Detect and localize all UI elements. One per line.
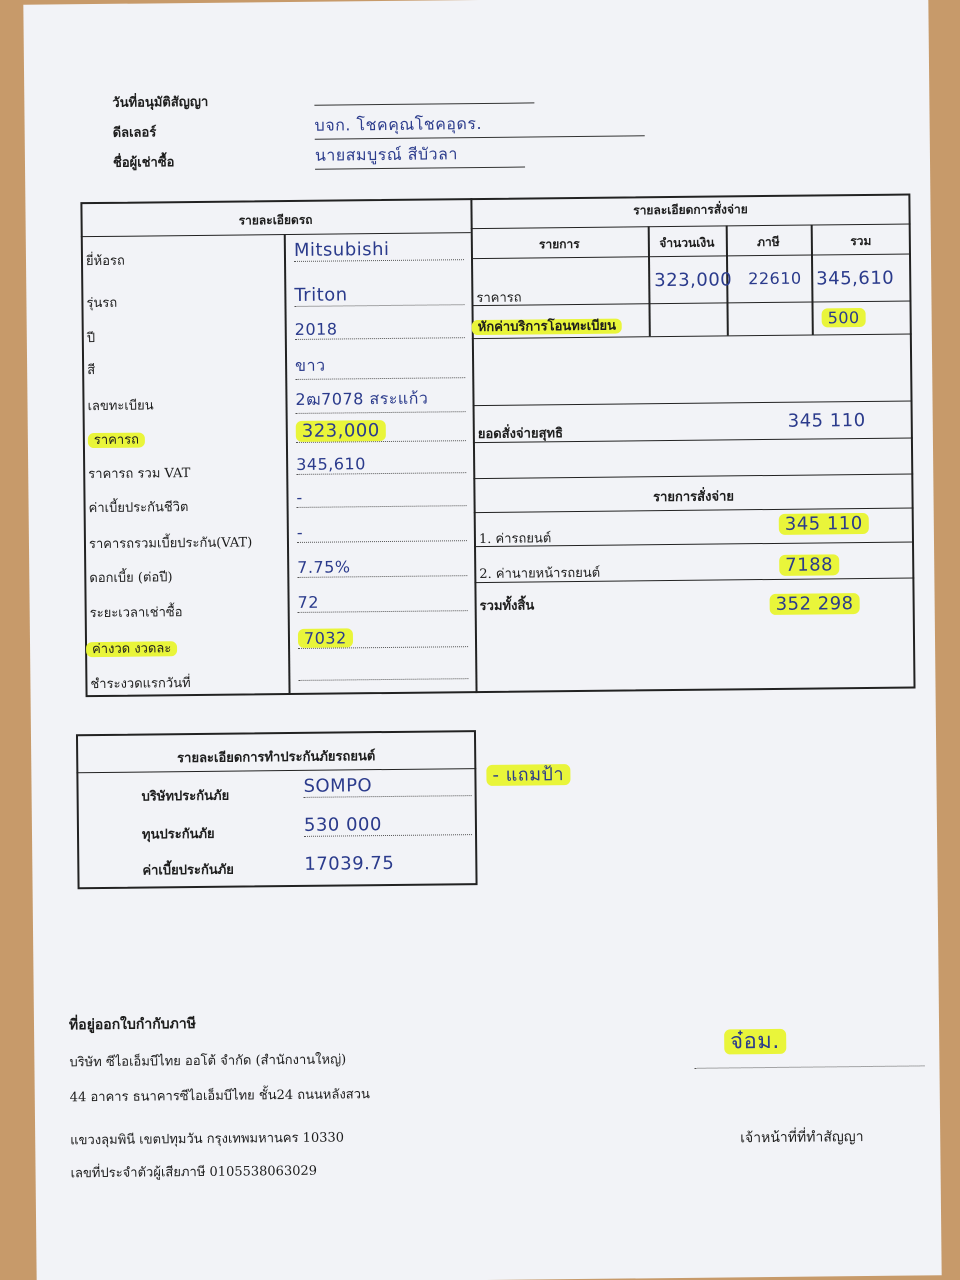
insurer-label: บริษัทประกันภัย (141, 788, 230, 805)
net-payment-label: ยอดสั่งจ่ายสุทธิ (477, 426, 564, 443)
sum-insured-label: ทุนประกันภัย (141, 826, 215, 843)
insurance-table-title: รายละเอียดการทำประกันภัยรถยนต์ (177, 749, 376, 767)
payment-col-tax: ภาษี (756, 234, 780, 250)
car-price-value-text: 323,000 (296, 420, 386, 442)
car-row-label: เลขทะเบียน (87, 398, 154, 415)
dealer-label: ดีลเลอร์ (112, 125, 157, 141)
car-row-label: ระยะเวลาเช่าซื้อ (89, 605, 183, 622)
transfer-fee-value-text: 500 (822, 308, 866, 327)
car-row-label: ดอกเบี้ย (ต่อปี) (89, 570, 173, 587)
buyer-label: ชื่อผู้เช่าซื้อ (112, 155, 175, 171)
car-row-label: สี (87, 363, 96, 379)
transfer-fee-label-text: หักค่าบริการโอนทะเบียน (472, 319, 622, 336)
dealer-value: บจก. โชคคุณโชคอุดร. (314, 110, 644, 139)
order2-label: 2. ค่านายหน้ารถยนต์ (479, 565, 601, 583)
car-row-value: 345,610 (296, 453, 466, 475)
buyer-value: นายสมบูรณ์ สีบัวลา (315, 142, 525, 170)
installment-label (86, 637, 177, 659)
payment-row1-tax: 22610 (748, 268, 802, 289)
tax-address-line1: บริษัท ซีไอเอ็มบีไทย ออโต้ จำกัด (สำนักงานใหญ่) (69, 1052, 347, 1071)
car-row-label: ค่าเบี้ยประกันชีวิต (88, 500, 189, 517)
payment-col-total: รวม (850, 233, 872, 249)
tax-address-title: ที่อยู่ออกใบกำกับภาษี (68, 1016, 196, 1034)
car-row-value: ขาว (295, 352, 465, 380)
payment-table-title: รายละเอียดการสั่งจ่าย (633, 202, 748, 218)
car-price-value (296, 419, 466, 443)
car-row-value: - (297, 521, 467, 543)
net-payment-value: 345 110 (787, 409, 866, 432)
car-row-label: ชำระงวดแรกวันที่ (90, 676, 191, 693)
order1-value-text: 345 110 (779, 513, 869, 535)
car-row-value: 72 (297, 591, 467, 613)
car-row-label: ราคารถรวมเบี้ยประกัน(VAT) (88, 535, 253, 553)
car-row-label: ยี่ห้อรถ (85, 253, 125, 270)
tax-address-line3: แขวงลุมพินี เขตปทุมวัน กรุงเทพมหานคร 10330 (70, 1130, 345, 1149)
order1-value (779, 513, 869, 535)
transfer-fee-label (472, 315, 622, 338)
contract-document (23, 0, 941, 1280)
payment-col-amount: จำนวนเงิน (659, 235, 715, 251)
premium-value: 17039.75 (304, 852, 395, 875)
car-row-value: - (296, 486, 466, 508)
car-row-label: รุ่นรถ (86, 295, 118, 312)
car-table-title: รายละเอียดรถ (238, 212, 313, 228)
signature-line (694, 1065, 924, 1068)
payment-col-item: รายการ (538, 236, 580, 252)
insurer-value: SOMPO (303, 774, 471, 798)
transfer-fee-value (822, 308, 866, 327)
order-total-value-text: 352 298 (770, 593, 860, 615)
car-row-value: 7.75% (297, 556, 467, 578)
signer-label: เจ้าหน้าที่ที่ทำสัญญา (740, 1129, 864, 1147)
sum-insured-value: 530 000 (304, 813, 472, 837)
order1-label: 1. ค่ารถยนต์ (478, 531, 552, 548)
officer-signature-text: จ๋อม. (724, 1029, 786, 1055)
order2-value-text: 7188 (779, 554, 839, 576)
installment-value-text: 7032 (298, 628, 353, 648)
order-total-label: รวมทั้งสิ้น (479, 598, 535, 615)
free-note-text: - แถมป้า (486, 764, 570, 786)
car-row-value: 2ฒ7078 สระแก้ว (295, 386, 465, 414)
approval-date-line (314, 102, 534, 105)
premium-label: ค่าเบี้ยประกันภัย (142, 862, 234, 879)
car-row-value: Triton (294, 283, 464, 307)
order-total-value (770, 593, 860, 615)
car-row-label: ราคารถ รวม VAT (88, 466, 191, 483)
installment-value (298, 627, 468, 649)
approval-date-label: วันที่อนุมัติสัญญา (112, 94, 209, 111)
car-row-label: ปี (86, 331, 96, 347)
payment-row1-total: 345,610 (816, 267, 895, 290)
payment-row1-amount: 323,000 (654, 269, 733, 292)
tax-id-line: เลขที่ประจำตัวผู้เสียภาษี 0105538063029 (70, 1163, 318, 1182)
payment-row1-label: ราคารถ (476, 290, 522, 307)
order2-value (779, 554, 839, 576)
car-row-value: Mitsubishi (294, 238, 464, 262)
car-price-label-text: ราคารถ (88, 433, 145, 449)
order-title: รายการสั่งจ่าย (653, 489, 735, 506)
officer-signature (724, 1023, 786, 1059)
car-row-value: 2018 (295, 318, 465, 340)
car-price-label (88, 429, 145, 451)
installment-label-text: ค่างวด งวดละ (86, 641, 177, 657)
tax-address-line2: 44 อาคาร ธนาคารซีไอเอ็มบีไทย ชั้น24 ถนนหลังสวน (69, 1087, 370, 1106)
free-note (486, 759, 570, 789)
